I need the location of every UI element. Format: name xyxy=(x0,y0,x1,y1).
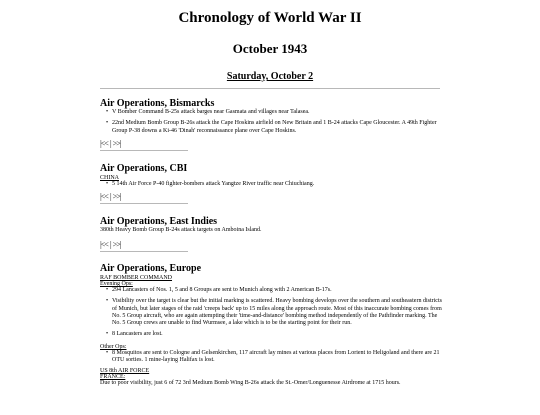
event-list xyxy=(100,181,445,188)
nav-separator: | xyxy=(109,192,111,202)
nav-separator: | xyxy=(109,138,111,148)
nav-arrows xyxy=(100,240,445,249)
list-item: • 5 14th Air Force P-40 fighter-bombers attack Yangtze River traffic near Chiuchiang. xyxy=(106,181,445,188)
page-title: Chronology of World War II xyxy=(178,10,362,26)
list-item: • 8 Lancasters are lost. xyxy=(106,331,445,338)
section-cbi xyxy=(100,163,445,204)
nav-arrows xyxy=(100,192,445,201)
page xyxy=(0,10,540,415)
list-item: • V Bomber Command B-25s attack barges near Gasmata and villages near Talasea. xyxy=(106,109,445,116)
section-divider xyxy=(100,203,188,204)
section-subtitle[interactable]: CHINA xyxy=(100,175,119,181)
prev-day-link[interactable]: |<< xyxy=(100,240,108,250)
prev-day-link[interactable]: |<< xyxy=(100,192,108,202)
month-heading: October 1943 xyxy=(232,41,308,56)
section-east-indies xyxy=(100,216,445,252)
section-title: Air Operations, CBI xyxy=(100,163,188,174)
list-item: • Visibility over the target is clear but the initial marking is scattered. Heavy bombing develops over the southern and southeastern districts of Munich, but later stages of the raid 'creeps back' up to 15 miles along the approach route. Most of this inaccurate bombing comes from No. 5 Group aircraft, who are again attempting their 'time-and-distance' bombing method independently of the Pathfinder marking. The No. 5 Group crews are unable to find Wurmsee, a lake which is to be the starting point for their run. xyxy=(106,298,445,327)
section-subtitle[interactable]: RAF BOMBER COMMAND xyxy=(100,275,173,281)
list-item: • 8 Mosquitos are sent to Cologne and Gelsenkirchen, 117 aircraft lay mines at various places from Lorient to Heligoland and there are 21 OTU sorties. 1 mine-laying Halifax is lost. xyxy=(106,350,445,365)
section-title: Air Operations, East Indies xyxy=(100,216,218,227)
next-day-link[interactable]: >>| xyxy=(112,240,121,250)
event-list xyxy=(100,109,445,135)
section-subtitle[interactable]: FRANCE: xyxy=(100,374,126,381)
section-subtitle[interactable]: US 8th AIR FORCE xyxy=(100,368,150,375)
section-bismarcks xyxy=(100,98,445,151)
section-text: 380th Heavy Bomb Group B-24s attack targets on Amboina Island. xyxy=(100,227,262,233)
nav-separator: | xyxy=(109,240,111,250)
nav-arrows xyxy=(100,139,445,148)
section-subtitle[interactable]: Other Ops: xyxy=(100,343,127,350)
section-divider xyxy=(100,150,188,151)
section-europe xyxy=(100,263,445,388)
list-item: • 294 Lancasters of Nos. 1, 5 and 8 Groups are sent to Munich along with 2 American B-17s. xyxy=(106,287,445,294)
section-divider xyxy=(100,251,188,252)
day-heading[interactable]: Saturday, October 2 xyxy=(226,71,314,82)
event-list xyxy=(100,287,445,339)
next-day-link[interactable]: >>| xyxy=(112,192,121,202)
event-list xyxy=(100,350,445,365)
section-text: Due to poor visibility, just 6 of 72 3rd Medium Bomb Wing B-26s attack the St.-Omer/Longuenesse Airdrome at 1715 hours. xyxy=(100,380,401,387)
list-item: • 22nd Medium Bomb Group B-26s attack the Cape Hoskins airfield on New Britain and 1 B-24 attacks Cape Gloucester. A 49th Fighter Group P-38 downs a Ki-46 'Dinah' reconnaissance plane over Cape Hoskins. xyxy=(106,120,445,135)
header-divider xyxy=(100,88,440,89)
section-subtitle[interactable]: Evening Ops: xyxy=(100,281,133,287)
next-day-link[interactable]: >>| xyxy=(112,138,121,148)
section-title: Air Operations, Bismarcks xyxy=(100,98,215,109)
prev-day-link[interactable]: |<< xyxy=(100,138,108,148)
section-title: Air Operations, Europe xyxy=(100,263,202,274)
